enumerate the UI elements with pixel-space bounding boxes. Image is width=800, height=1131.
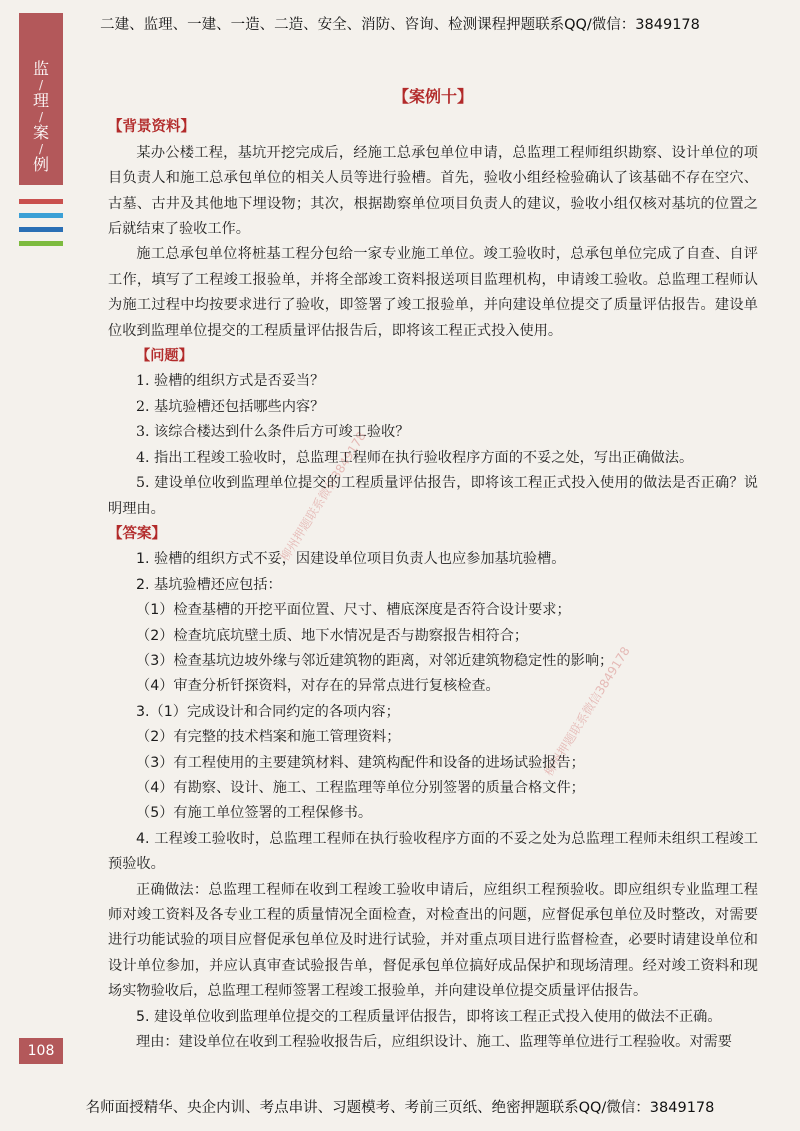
answer-subitem: （1）检查基槽的开挖平面位置、尺寸、槽底深度是否符合设计要求；	[136, 602, 571, 619]
answer-subitem: （2）有完整的技术档案和施工管理资料；	[136, 729, 401, 746]
answer-subitem: 3.（1）完成设计和合同约定的各项内容；	[136, 703, 400, 720]
background-paragraph: 施工总承包单位将桩基工程分包给一家专业施工单位。竣工验收时，总承包单位完成了自查、自评工作，填写了工程竣工报验单，并将全部竣工资料报送项目监理机构，申请竣工验收。总监理工程师认为施工过程中均按要求进行了验收，即签署了竣工报验单，并向建设单位提交了质量评估报告。建设单位收到监理单位提交的工程质量评估报告后，即将该工程正式投入使用。	[108, 246, 758, 339]
side-bar	[19, 227, 63, 232]
answers-heading: 【答案】	[108, 525, 166, 542]
answer-subitem: （4）有勘察、设计、施工、工程监理等单位分别签署的质量合格文件；	[136, 779, 585, 796]
side-color-bars	[19, 199, 63, 255]
side-tab-char: 案	[32, 123, 49, 142]
side-bar	[19, 199, 63, 204]
answer-subitem: （5）有施工单位签署的工程保修书。	[136, 805, 373, 822]
question-item: 4. 指出工程竣工验收时，总监理工程师在执行验收程序方面的不妥之处，写出正确做法。	[136, 449, 694, 466]
side-bar	[19, 241, 63, 246]
case-title: 【案例十】	[392, 87, 473, 106]
side-tab-separator: /	[38, 78, 44, 92]
top-banner: 二建、监理、一建、一造、二造、安全、消防、咨询、检测课程押题联系QQ/微信：3849178	[100, 17, 700, 33]
background-heading: 【背景资料】	[108, 119, 195, 136]
answer-item: 正确做法：总监理工程师在收到工程竣工验收申请后，应组织工程预验收。即应组织专业监理工程师对竣工资料及各专业工程的质量情况全面检查，对检查出的问题，应督促承包单位及时整改，对需要进行功能试验的项目应督促承包单位及时进行试验，并对重点项目进行监督检查，必要时请建设单位和设计单位参加，并应认真审查试验报告单，督促承包单位搞好成品保护和现场清理。经对竣工资料和现场实物验收后，总监理工程师签署工程竣工报验单，并向建设单位提交质量评估报告。	[108, 881, 758, 1000]
side-tab-separator: /	[38, 110, 44, 124]
question-item: 5. 建设单位收到监理单位提交的工程质量评估报告，即将该工程正式投入使用的做法是否正确？说明理由。	[108, 475, 758, 517]
page-number: 108	[19, 1038, 63, 1064]
answer-item: 理由：建设单位在收到工程验收报告后，应组织设计、施工、监理等单位进行工程验收。对需要	[136, 1034, 732, 1051]
answer-subitem: （2）检查坑底坑壁土质、地下水情况是否与勘察报告相符合；	[136, 627, 529, 644]
watermark: 柳州押题联系微信3849178	[277, 429, 369, 564]
side-bar	[19, 213, 63, 218]
answer-item: 1. 验槽的组织方式不妥，因建设单位项目负责人也应参加基坑验槽。	[136, 551, 566, 568]
questions-heading: 【问题】	[136, 348, 193, 365]
side-tab-char: 监	[32, 59, 49, 78]
answer-item: 2. 基坑验槽还应包括：	[136, 576, 282, 593]
answer-subitem: （3）有工程使用的主要建筑材料、建筑构配件和设备的进场试验报告；	[136, 754, 585, 771]
side-tab-char: 理	[32, 91, 49, 110]
bottom-banner: 名师面授精华、央企内训、考点串讲、习题模考、考前三页纸、绝密押题联系QQ/微信：3849178	[85, 1100, 715, 1116]
question-item: 2. 基坑验槽还包括哪些内容？	[136, 398, 325, 415]
answer-item: 5. 建设单位收到监理单位提交的工程质量评估报告，即将该工程正式投入使用的做法不正确。	[136, 1008, 722, 1025]
section-side-tab	[19, 13, 63, 185]
question-item: 1. 验槽的组织方式是否妥当？	[136, 373, 325, 390]
side-tab-char: 例	[32, 155, 49, 174]
page-content	[108, 84, 758, 1055]
side-tab-separator: /	[38, 142, 44, 156]
watermark: 柳州押题联系微信3849178	[541, 644, 633, 779]
background-paragraph: 某办公楼工程，基坑开挖完成后，经施工总承包单位申请，总监理工程师组织勘察、设计单位的项目负责人和施工总承包单位的相关人员等进行验槽。首先，验收小组经检验确认了该基础不存在空穴、古墓、古井及其他地下埋设物；其次，根据勘察单位项目负责人的建议，验收小组仅核对基坑的位置之后就结束了验收工作。	[108, 144, 758, 238]
answer-subitem: （4）审查分析钎探资料，对存在的异常点进行复核检查。	[136, 678, 500, 695]
answer-subitem: （3）检查基坑边坡外缘与邻近建筑物的距离，对邻近建筑物稳定性的影响；	[136, 652, 614, 669]
answer-item: 4. 工程竣工验收时，总监理工程师在执行验收程序方面的不妥之处为总监理工程师未组织工程竣工预验收。	[108, 830, 758, 873]
question-item: 3. 该综合楼达到什么条件后方可竣工验收？	[136, 424, 410, 441]
